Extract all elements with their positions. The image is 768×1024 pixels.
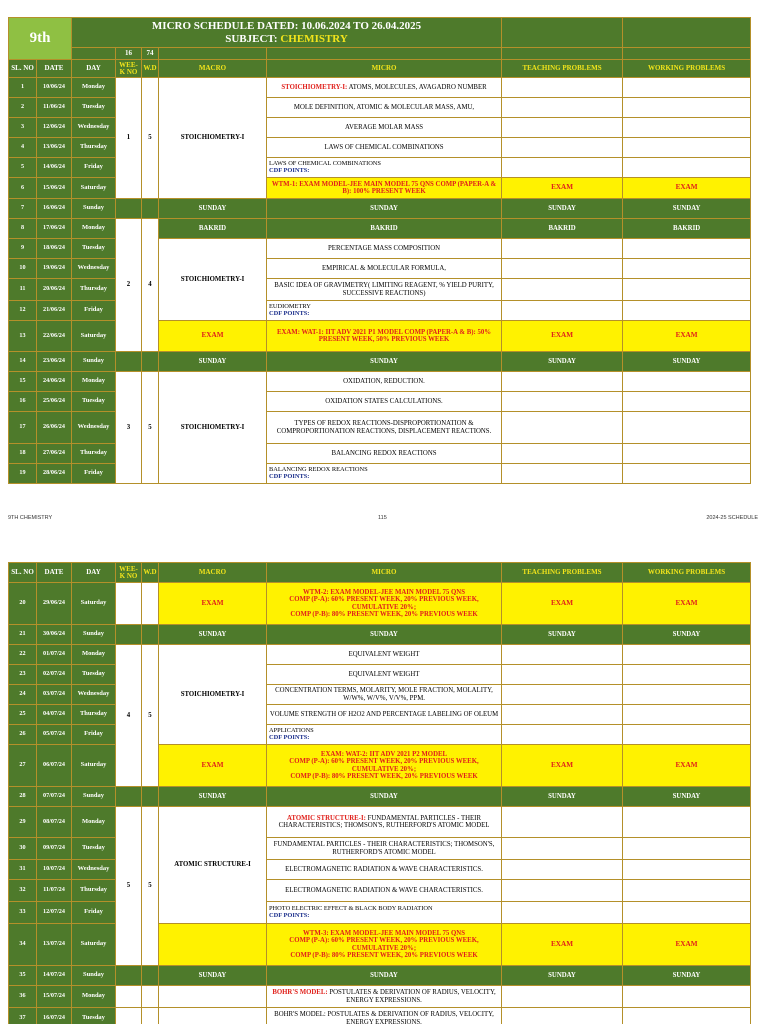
table-row: 6 15/06/24 Saturday WTM-1: EXAM MODEL-JEE MAIN MODEL 75 QNS COMP (PAPER-A & B): 100% PRESENT WEEK EXAM EXAM: [9, 178, 751, 199]
col-micro: MICRO: [267, 60, 502, 78]
table-row: 24 03/07/24 Wednesday CONCENTRATION TERMS, MOLARITY, MOLE FRACTION, MOLALITY, W/W%, W/V%, V/V%, PPM.: [9, 685, 751, 705]
micro-topic: STOICHIOMETRY-I: ATOMS, MOLECULES, AVAGADRO NUMBER: [267, 78, 502, 98]
micro-topic: ELECTROMAGNETIC RADIATION & WAVE CHARACTERISTICS.: [267, 880, 502, 902]
working-days: 5: [142, 372, 159, 484]
col-sl: SL. NO: [9, 60, 37, 78]
table-row: 1 10/06/24 Monday 1 5 STOICHIOMETRY-I STOICHIOMETRY-I: ATOMS, MOLECULES, AVAGADRO NUMBER: [9, 78, 751, 98]
col-teaching: TEACHING PROBLEMS: [502, 563, 623, 583]
macro-topic: STOICHIOMETRY-I: [159, 78, 267, 199]
header-row: [9, 563, 751, 583]
col-day: DAY: [72, 60, 116, 78]
table-row: 3 12/06/24 Wednesday AVERAGE MOLAR MASS: [9, 118, 751, 138]
page-title: MICRO SCHEDULE DATED: 10.06.2024 TO 26.04.2025 SUBJECT: CHEMISTRY: [72, 18, 502, 48]
exam-label: EXAM: [502, 178, 623, 199]
table-row: 26 05/07/24 Friday APPLICATIONS CDF POINTS:: [9, 725, 751, 745]
micro-topic: EQUIVALENT WEIGHT: [267, 645, 502, 665]
col-week: WEE-K NO: [116, 563, 142, 583]
working-days: 4: [142, 219, 159, 352]
micro-topic: PHOTO ELECTRIC EFFECT & BLACK BODY RADIATION CDF POINTS:: [267, 902, 502, 924]
table-row: 37 16/07/24 Tuesday BOHR'S MODEL: POSTULATES & DERIVATION OF RADIUS, VELOCITY, ENERGY EXPRESSIONS.: [9, 1008, 751, 1024]
table-row: 18 27/06/24 Thursday BALANCING REDOX REACTIONS: [9, 444, 751, 464]
macro-topic: ATOMIC STRUCTURE-I: [159, 807, 267, 924]
col-day: DAY: [72, 563, 116, 583]
table-row: 13 22/06/24 Saturday EXAM EXAM: WAT-1: IIT ADV 2021 P1 MODEL COMP (PAPER-A & B): 50% PRESENT WEEK, 50% PREVIOUS WEEK EXAM EXAM: [9, 321, 751, 352]
table-row-sunday: 21 30/06/24 Sunday SUNDAY SUNDAY SUNDAY SUNDAY: [9, 625, 751, 645]
exam-label: EXAM: [159, 321, 267, 352]
table-row: 36 15/07/24 Monday BOHR'S MODEL: POSTULATES & DERIVATION OF RADIUS, VELOCITY, ENERGY EXPRESSIONS.: [9, 986, 751, 1008]
table-row: 25 04/07/24 Thursday VOLUME STRENGTH OF H2O2 AND PERCENTAGE LABELING OF OLEUM: [9, 705, 751, 725]
total-wd: 74: [142, 48, 159, 60]
exam-label: EXAM: [623, 321, 751, 352]
exam-label: EXAM: [623, 745, 751, 787]
micro-topic: ATOMIC STRUCTURE-I: FUNDAMENTAL PARTICLES - THEIR CHARACTERISTICS; THOMSON'S, RUTHERFORD'S ATOMIC MODEL: [267, 807, 502, 838]
week-no: 1: [116, 78, 142, 199]
micro-exam: WTM-3: EXAM MODEL-JEE MAIN MODEL 75 QNS COMP (P-A): 60% PRESENT WEEK, 20% PREVIOUS WEEK, CUMULATIVE 20%; COMP (P-B): 80% PRESENT WEEK, 20% PREVIOUS WEEK: [267, 924, 502, 966]
subject-name: CHEMISTRY: [280, 32, 348, 45]
col-macro: MACRO: [159, 60, 267, 78]
micro-topic: CONCENTRATION TERMS, MOLARITY, MOLE FRACTION, MOLALITY, W/W%, W/V%, V/V%, PPM.: [267, 685, 502, 705]
exam-label: EXAM: [502, 745, 623, 787]
table-row: 15 24/06/24 Monday 3 5 STOICHIOMETRY-I OXIDATION, REDUCTION.: [9, 372, 751, 392]
table-row: 16 25/06/24 Tuesday OXIDATION STATES CALCULATIONS.: [9, 392, 751, 412]
table-row-holiday: 8 17/06/24 Monday 2 4 BAKRID BAKRID BAKRID BAKRID: [9, 219, 751, 239]
table-row: 12 21/06/24 Friday EUDIOMETRY CDF POINTS:: [9, 301, 751, 321]
footer-right: 2024-25 SCHEDULE: [706, 515, 758, 521]
micro-topic: EMPIRICAL & MOLECULAR FORMULA,: [267, 259, 502, 279]
micro-topic: LAWS OF CHEMICAL COMBINATIONS CDF POINTS:: [267, 158, 502, 178]
micro-topic: MOLE DEFINITION, ATOMIC & MOLECULAR MASS, AMU,: [267, 98, 502, 118]
col-working: WORKING PROBLEMS: [623, 60, 751, 78]
micro-exam: EXAM: WAT-2: IIT ADV 2021 P2 MODEL COMP (P-A): 60% PRESENT WEEK, 20% PREVIOUS WEEK, CUMULATIVE 20%; COMP (P-B): 80% PRESENT WEEK, 20% PREVIOUS WEEK: [267, 745, 502, 787]
exam-label: EXAM: [502, 321, 623, 352]
exam-label: EXAM: [623, 178, 751, 199]
footer-left: 9TH CHEMISTRY: [8, 515, 53, 521]
week-no: 4: [116, 645, 142, 787]
exam-label: EXAM: [159, 745, 267, 787]
working-days: 5: [142, 807, 159, 966]
col-wd: W.D: [142, 563, 159, 583]
header-row: [9, 60, 751, 78]
micro-exam: WTM-1: EXAM MODEL-JEE MAIN MODEL 75 QNS COMP (PAPER-A & B): 100% PRESENT WEEK: [267, 178, 502, 199]
micro-topic: BALANCING REDOX REACTIONS CDF POINTS:: [267, 464, 502, 484]
grade-label: 9th: [9, 18, 72, 60]
week-no: 2: [116, 219, 142, 352]
col-date: DATE: [37, 563, 72, 583]
micro-topic: EQUIVALENT WEIGHT: [267, 665, 502, 685]
exam-label: EXAM: [502, 583, 623, 625]
table-row: 11 20/06/24 Thursday BASIC IDEA OF GRAVIMETRY( LIMITING REAGENT, % YIELD PURITY, SUCCESSIVE REACTIONS): [9, 279, 751, 301]
table-row: 32 11/07/24 Thursday ELECTROMAGNETIC RADIATION & WAVE CHARACTERISTICS.: [9, 880, 751, 902]
col-date: DATE: [37, 60, 72, 78]
table-row: 33 12/07/24 Friday PHOTO ELECTRIC EFFECT & BLACK BODY RADIATION CDF POINTS:: [9, 902, 751, 924]
col-teaching: TEACHING PROBLEMS: [502, 60, 623, 78]
micro-topic: BASIC IDEA OF GRAVIMETRY( LIMITING REAGENT, % YIELD PURITY, SUCCESSIVE REACTIONS): [267, 279, 502, 301]
table-row: 19 28/06/24 Friday BALANCING REDOX REACTIONS CDF POINTS:: [9, 464, 751, 484]
exam-label: EXAM: [623, 924, 751, 966]
micro-topic: VOLUME STRENGTH OF H2O2 AND PERCENTAGE LABELING OF OLEUM: [267, 705, 502, 725]
col-wd: W.D: [142, 60, 159, 78]
footer-page-number: 115: [378, 515, 387, 521]
col-working: WORKING PROBLEMS: [623, 563, 751, 583]
table-row: 23 02/07/24 Tuesday EQUIVALENT WEIGHT: [9, 665, 751, 685]
table-row: 27 06/07/24 Saturday EXAM EXAM: WAT-2: IIT ADV 2021 P2 MODEL COMP (P-A): 60% PRESENT WEEK, 20% PREVIOUS WEEK, CUMULATIVE 20%; COMP (P-B): 80% PRESENT WEEK, 20% PREVIOUS WEEK EXAM EXAM: [9, 745, 751, 787]
col-week: WEE-K NO: [116, 60, 142, 78]
schedule-table-1: [8, 17, 751, 484]
working-days: 5: [142, 78, 159, 199]
col-macro: MACRO: [159, 563, 267, 583]
working-days: 5: [142, 645, 159, 787]
micro-topic: PERCENTAGE MASS COMPOSITION: [267, 239, 502, 259]
exam-label: EXAM: [502, 924, 623, 966]
table-row: 5 14/06/24 Friday LAWS OF CHEMICAL COMBINATIONS CDF POINTS:: [9, 158, 751, 178]
table-row: 10 19/06/24 Wednesday EMPIRICAL & MOLECULAR FORMULA,: [9, 259, 751, 279]
exam-label: EXAM: [159, 583, 267, 625]
macro-topic: STOICHIOMETRY-I: [159, 645, 267, 745]
table-row: 4 13/06/24 Thursday LAWS OF CHEMICAL COMBINATIONS: [9, 138, 751, 158]
macro-topic: STOICHIOMETRY-I: [159, 372, 267, 484]
table-row: 22 01/07/24 Monday 4 5 STOICHIOMETRY-I EQUIVALENT WEIGHT: [9, 645, 751, 665]
micro-topic: OXIDATION STATES CALCULATIONS.: [267, 392, 502, 412]
table-row-sunday: 14 23/06/24 Sunday SUNDAY SUNDAY SUNDAY SUNDAY: [9, 352, 751, 372]
table-row: 9 18/06/24 Tuesday STOICHIOMETRY-I PERCENTAGE MASS COMPOSITION: [9, 239, 751, 259]
micro-topic: LAWS OF CHEMICAL COMBINATIONS: [267, 138, 502, 158]
micro-topic: BOHR'S MODEL: POSTULATES & DERIVATION OF RADIUS, VELOCITY, ENERGY EXPRESSIONS.: [267, 986, 502, 1008]
table-row: 20 29/06/24 Saturday EXAM WTM-2: EXAM MODEL-JEE MAIN MODEL 75 QNS COMP (P-A): 60% PRESENT WEEK, 20% PREVIOUS WEEK, CUMULATIVE 20%; COMP (P-B): 80% PRESENT WEEK, 20% PREVIOUS WEEK EXAM EXAM: [9, 583, 751, 625]
micro-topic: APPLICATIONS CDF POINTS:: [267, 725, 502, 745]
macro-topic: STOICHIOMETRY-I: [159, 239, 267, 321]
micro-topic: BALANCING REDOX REACTIONS: [267, 444, 502, 464]
table-row-sunday: 35 14/07/24 Sunday SUNDAY SUNDAY SUNDAY SUNDAY: [9, 966, 751, 986]
week-no: 3: [116, 372, 142, 484]
col-micro: MICRO: [267, 563, 502, 583]
total-weeks: 16: [116, 48, 142, 60]
table-row: 29 08/07/24 Monday 5 5 ATOMIC STRUCTURE-I ATOMIC STRUCTURE-I: FUNDAMENTAL PARTICLES - THEIR CHARACTERISTICS; THOMSON'S, RUTHERFORD'S ATOMIC MODEL: [9, 807, 751, 838]
micro-topic: AVERAGE MOLAR MASS: [267, 118, 502, 138]
micro-topic: FUNDAMENTAL PARTICLES - THEIR CHARACTERISTICS; THOMSON'S, RUTHERFORD'S ATOMIC MODEL: [267, 838, 502, 860]
micro-topic: EUDIOMETRY CDF POINTS:: [267, 301, 502, 321]
exam-label: EXAM: [623, 583, 751, 625]
micro-exam: EXAM: WAT-1: IIT ADV 2021 P1 MODEL COMP (PAPER-A & B): 50% PRESENT WEEK, 50% PREVIOUS WEEK: [267, 321, 502, 352]
table-row-sunday: 7 16/06/24 Sunday SUNDAY SUNDAY SUNDAY SUNDAY: [9, 199, 751, 219]
col-sl: SL. NO: [9, 563, 37, 583]
micro-topic: TYPES OF REDOX REACTIONS-DISPROPORTIONATION & COMPROPORTIONATION REACTIONS, DISPLACEMENT REACTIONS.: [267, 412, 502, 444]
table-row: 34 13/07/24 Saturday WTM-3: EXAM MODEL-JEE MAIN MODEL 75 QNS COMP (P-A): 60% PRESENT WEEK, 20% PREVIOUS WEEK, CUMULATIVE 20%; COMP (P-B): 80% PRESENT WEEK, 20% PREVIOUS WEEK EXAM EXAM: [9, 924, 751, 966]
table-row-sunday: 28 07/07/24 Sunday SUNDAY SUNDAY SUNDAY SUNDAY: [9, 787, 751, 807]
table-row: 30 09/07/24 Tuesday FUNDAMENTAL PARTICLES - THEIR CHARACTERISTICS; THOMSON'S, RUTHERFORD'S ATOMIC MODEL: [9, 838, 751, 860]
table-row: 2 11/06/24 Tuesday MOLE DEFINITION, ATOMIC & MOLECULAR MASS, AMU,: [9, 98, 751, 118]
table-row: 31 10/07/24 Wednesday ELECTROMAGNETIC RADIATION & WAVE CHARACTERISTICS.: [9, 860, 751, 880]
micro-exam: WTM-2: EXAM MODEL-JEE MAIN MODEL 75 QNS COMP (P-A): 60% PRESENT WEEK, 20% PREVIOUS WEEK, CUMULATIVE 20%; COMP (P-B): 80% PRESENT WEEK, 20% PREVIOUS WEEK: [267, 583, 502, 625]
micro-topic: ELECTROMAGNETIC RADIATION & WAVE CHARACTERISTICS.: [267, 860, 502, 880]
schedule-table-2: [8, 562, 751, 1024]
micro-topic: OXIDATION, REDUCTION.: [267, 372, 502, 392]
table-row: 17 26/06/24 Wednesday TYPES OF REDOX REACTIONS-DISPROPORTIONATION & COMPROPORTIONATION REACTIONS, DISPLACEMENT REACTIONS.: [9, 412, 751, 444]
micro-topic: BOHR'S MODEL: POSTULATES & DERIVATION OF RADIUS, VELOCITY, ENERGY EXPRESSIONS.: [267, 1008, 502, 1024]
week-no: 5: [116, 807, 142, 966]
